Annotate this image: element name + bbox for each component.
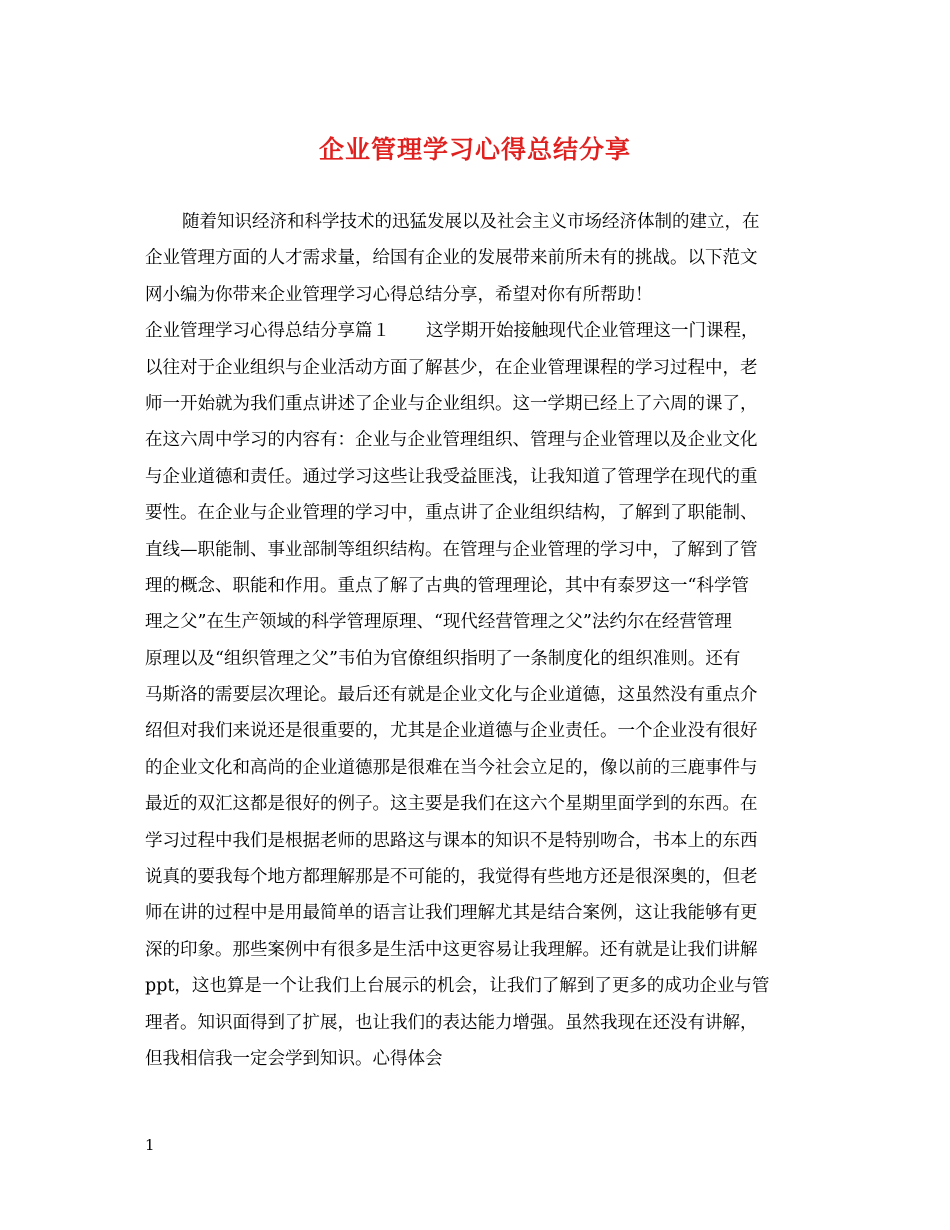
section-lead-text: 这学期开始接触现代企业管理这一门课程， (426, 321, 759, 342)
body-line: 理的概念、职能和作用。重点了解了古典的管理理论，其中有泰罗这一“科学管 (145, 575, 749, 596)
body-line: 与企业道德和责任。通过学习这些让我受益匪浅，让我知道了管理学在现代的重 (145, 466, 758, 487)
body-line: ppt，这也算是一个让我们上台展示的机会，让我们了解到了更多的成功企业与管 (145, 976, 770, 997)
page-number: 1 (145, 1136, 155, 1154)
body-line: 师在讲的过程中是用最简单的语言让我们理解尤其是结合案例，这让我能够有更 (145, 903, 758, 924)
body-line: 但我相信我一定会学到知识。心得体会 (145, 1048, 443, 1069)
body-line: 最近的双汇这都是很好的例子。这主要是我们在这六个星期里面学到的东西。在 (145, 794, 758, 815)
body-line: 师一开始就为我们重点讲述了企业与企业组织。这一学期已经上了六周的课了， (145, 393, 758, 414)
body-line: 说真的要我每个地方都理解那是不可能的，我觉得有些地方还是很深奥的，但老 (145, 867, 758, 888)
body-line: 原理以及“组织管理之父”韦伯为官僚组织指明了一条制度化的组织准则。还有 (145, 648, 741, 669)
section-heading: 企业管理学习心得总结分享篇１ (145, 321, 390, 342)
body-line: 的企业文化和高尚的企业道德那是很难在当今社会立足的，像以前的三鹿事件与 (145, 757, 758, 778)
body-line: 深的印象。那些案例中有很多是生活中这更容易让我理解。还有就是让我们讲解 (145, 939, 758, 960)
body-line: 在这六周中学习的内容有：企业与企业管理组织、管理与企业管理以及企业文化 (145, 430, 758, 451)
document-body (145, 204, 815, 1077)
section-first-line (145, 313, 815, 349)
intro-line: 网小编为你带来企业管理学习心得总结分享，希望对你有所帮助！ (145, 284, 653, 305)
document-title: 企业管理学习心得总结分享 (318, 135, 631, 164)
intro-line: 企业管理方面的人才需求量，给国有企业的发展带来前所未有的挑战。以下范文 (145, 248, 758, 269)
body-line: 理之父”在生产领域的科学管理原理、“现代经营管理之父”法约尔在经营管理 (145, 612, 732, 633)
body-line: 理者。知识面得到了扩展，也让我们的表达能力增强。虽然我现在还没有讲解， (145, 1012, 758, 1033)
body-line: 以往对于企业组织与企业活动方面了解甚少，在企业管理课程的学习过程中，老 (145, 357, 758, 378)
intro-line: 随着知识经济和科学技术的迅猛发展以及社会主义市场经济体制的建立，在 (182, 212, 760, 232)
body-line: 直线—职能制、事业部制等组织结构。在管理与企业管理的学习中，了解到了管 (145, 539, 758, 560)
body-line: 学习过程中我们是根据老师的思路这与课本的知识不是特别吻合，书本上的东西 (145, 830, 758, 851)
body-line: 马斯洛的需要层次理论。最后还有就是企业文化与企业道德，这虽然没有重点介 (145, 685, 758, 706)
body-line: 要性。在企业与企业管理的学习中，重点讲了企业组织结构，了解到了职能制、 (145, 503, 758, 524)
body-line: 绍但对我们来说还是很重要的，尤其是企业道德与企业责任。一个企业没有很好 (145, 721, 758, 742)
